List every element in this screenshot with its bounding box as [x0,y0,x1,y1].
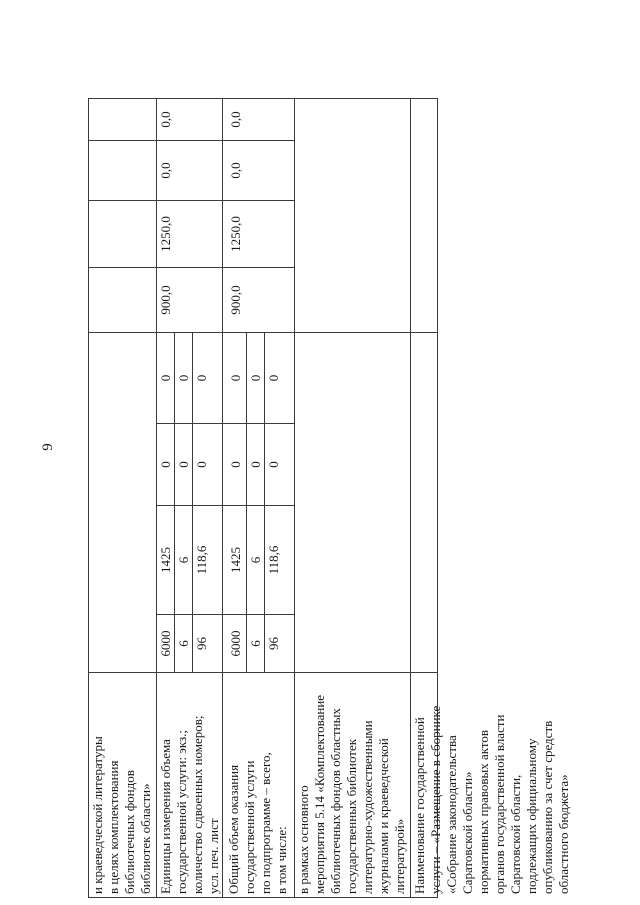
row-sep-2 [222,98,223,898]
row3-col1-b: 6 [176,640,191,647]
row4-col1-c: 96 [266,637,281,650]
row3-label-line3: по подпрограмме – всего, [258,752,273,894]
subrow-4b [264,333,265,673]
row3-fund-3: 0,0 [158,162,173,179]
col-sep-7 [88,140,294,141]
row3-col4-c: 0 [194,374,209,382]
row5-label-line7: Саратовской области, [508,774,523,894]
row3-col3-b: 0 [176,461,191,468]
row2-label-line2: государственной услуги: экз.; [174,729,189,894]
page-number: 9 [40,443,56,451]
table-border-left [88,897,438,898]
row4-col3-c: 0 [266,461,281,468]
row4-label-line5: литературно-художественными [360,720,375,894]
row3-col1-a: 6000 [158,630,173,657]
row3-col2-a: 1425 [158,547,173,573]
rotated-table [88,98,571,898]
table-border-top [88,98,89,898]
row1-label-line3: библиотечных фондов [122,770,137,894]
row4-fund-2: 1250,0 [228,216,243,252]
col-sep-label [88,672,438,673]
row4-fund-4: 0,0 [228,111,243,128]
row3-col1-c: 96 [194,637,209,650]
row4-fund-3: 0,0 [228,162,243,179]
table-border-right [88,98,438,99]
row5-label-line4: Саратовской области» [460,771,475,894]
row3-col3-c: 0 [194,461,209,468]
subrow-4a [246,333,247,673]
row5-label-line5: нормативных правовых актов [476,729,491,894]
row-sep-4 [410,98,411,898]
row4-label-line2: мероприятия 5.14 «Комплектование [312,694,327,894]
row4-label-line1: в рамках основного [296,785,311,894]
row4-label-line3: библиотечных фондов областных [328,708,343,894]
row3-label-line4: в том числе: [274,826,289,894]
row4-col4-a: 0 [228,374,243,382]
row4-label-line4: государственных библиотек [344,738,359,894]
col-sep-5 [88,267,294,268]
row3-col2-c: 118,6 [194,545,209,575]
row-sep-3 [294,98,295,898]
row4-col3-b: 0 [248,461,263,468]
row3-col4-b: 0 [176,374,191,382]
row2-label-line1: Единицы измерения объема [158,739,173,894]
row4-col2-a: 1425 [228,547,243,573]
row4-label-line6: журналами и краеведческой [376,738,391,894]
row5-label-line3: «Собрание законодательства [444,735,459,894]
row3-fund-4: 0,0 [158,111,173,128]
row3-col2-b: 6 [176,556,191,564]
row5-label-line10: областного бюджета» [556,774,571,894]
row1-label-line2: в целях комплектования [106,760,121,894]
row3-label-line1: Общий объем оказания [226,764,241,894]
row4-col2-b: 6 [248,556,263,564]
row3-fund-1: 900,0 [158,285,173,315]
row2-label-line3: количество сдвоенных номеров; [190,715,205,894]
row4-col4-b: 0 [248,374,263,382]
row4-col1-b: 6 [248,640,263,647]
row4-col1-a: 6000 [228,630,243,657]
row5-label-line1: Наименование государственной [412,717,427,894]
col-sep-6 [88,200,294,201]
row4-col3-a: 0 [228,461,243,468]
row4-col2-c: 118,6 [266,545,281,575]
row1-label-line1: и краеведческой литературы [90,736,105,894]
row1-label-line4: библиотек области» [138,783,153,894]
row4-label-line7: литературой» [392,818,407,894]
row5-label-line2: услуги – «Размещение в сборнике [428,705,443,894]
row2-label-line4: усл. печ. лист [206,818,221,894]
row3-label-line2: государственной услуги [242,760,257,894]
row5-label-line8: подлежащих официальному [524,738,539,894]
row5-label-line6: органов государственной власти [492,714,507,894]
row5-label-line9: опубликованию за счет средств [540,720,555,894]
row4-col4-c: 0 [266,374,281,382]
row3-col4-a: 0 [158,374,173,382]
row-sep-1 [156,98,157,898]
subrow-3b [192,333,193,673]
row3-col3-a: 0 [158,461,173,468]
row3-fund-2: 1250,0 [158,216,173,252]
row4-fund-1: 900,0 [228,285,243,315]
subrow-3a [174,333,175,673]
